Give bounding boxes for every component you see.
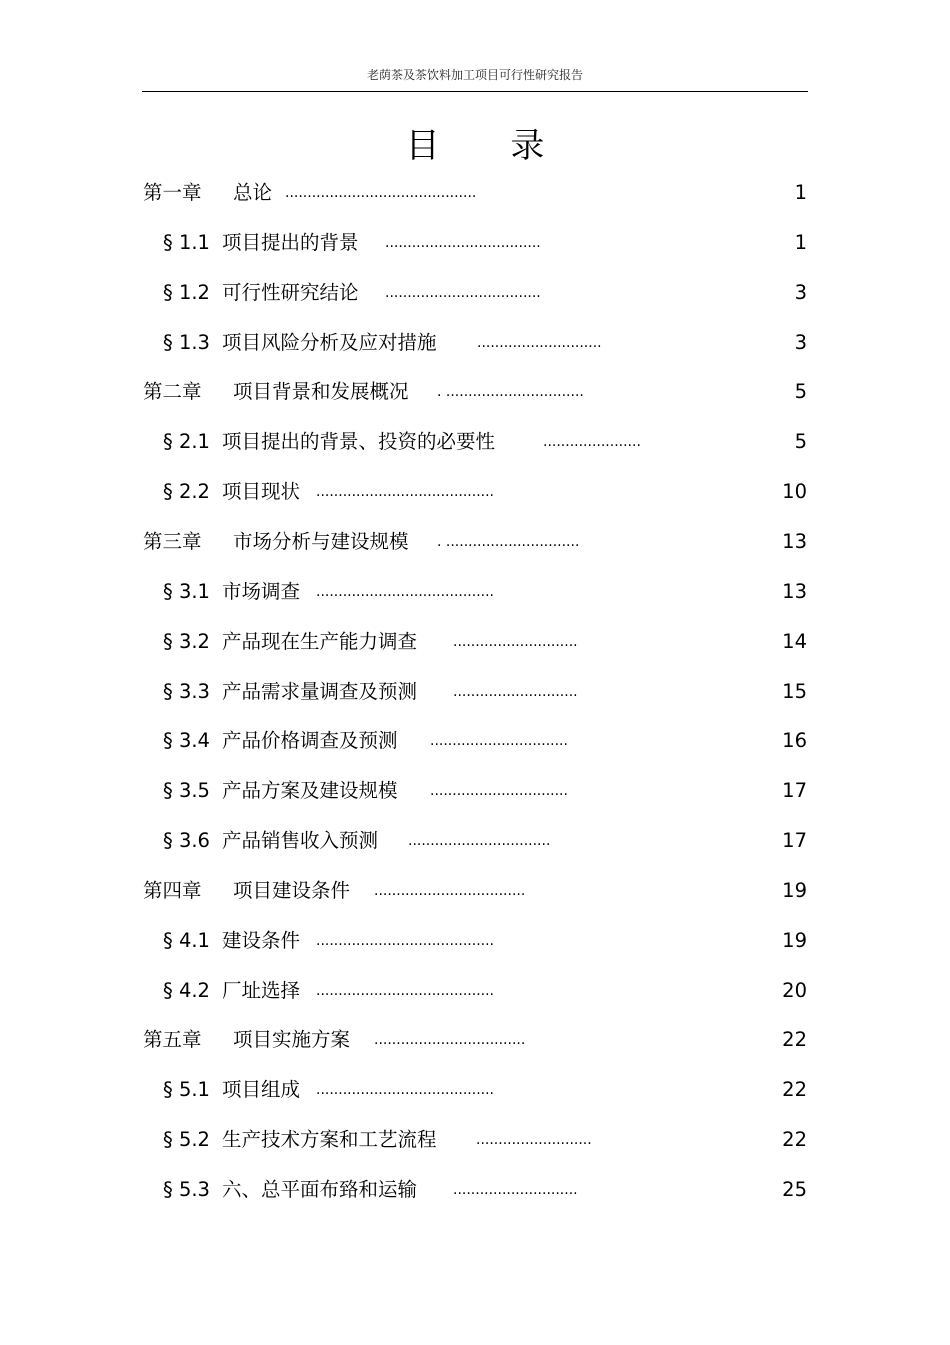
toc-section-row[interactable] — [0, 677, 950, 707]
toc-title: 市场调查 — [222, 579, 301, 603]
page-title: 目 录 — [405, 126, 575, 166]
toc-page-number: 13 — [782, 529, 807, 553]
toc-page-number: 25 — [782, 1178, 807, 1201]
toc-leader: .................................. — [374, 1032, 526, 1049]
toc-title: 项目背景和发展概况 — [233, 380, 409, 404]
toc-leader: ............................... — [430, 733, 568, 750]
toc-number: § 1.2 — [163, 280, 210, 304]
toc-page-number: 22 — [782, 1078, 807, 1102]
toc-page-number: 17 — [782, 829, 807, 853]
toc-title: 厂址选择 — [222, 978, 301, 1002]
toc-title: 项目实施方案 — [233, 1028, 351, 1052]
toc-section-row[interactable] — [0, 1175, 950, 1205]
toc-section-row[interactable] — [0, 1075, 950, 1105]
toc-number: § 3.3 — [163, 679, 210, 703]
toc-section-row[interactable] — [0, 726, 950, 756]
toc-page-number: 16 — [782, 729, 807, 753]
toc-page-number: 1 — [794, 181, 807, 204]
toc-number: § 2.2 — [163, 480, 210, 504]
toc-page-number: 20 — [782, 978, 807, 1002]
toc-number: § 3.2 — [163, 629, 210, 653]
toc-number: 第四章 — [143, 878, 202, 902]
toc-page-number: 5 — [794, 430, 807, 454]
toc-number: 第二章 — [143, 380, 202, 404]
toc-number: § 4.2 — [163, 978, 210, 1002]
toc-title: 产品销售收入预测 — [222, 829, 379, 853]
toc-page-number: 19 — [782, 928, 807, 952]
toc-title: 项目现状 — [222, 480, 301, 504]
toc-leader: . ............................... — [437, 384, 584, 401]
toc-number: 第三章 — [143, 529, 202, 553]
toc-title: 产品价格调查及预测 — [222, 729, 398, 753]
toc-title: 产品现在生产能力调查 — [222, 629, 418, 653]
toc-chapter-row[interactable] — [0, 178, 950, 208]
toc-page-number: 3 — [794, 330, 807, 354]
toc-title: 六、总平面布臵和运输 — [222, 1178, 418, 1201]
toc-leader: ........................................ — [316, 932, 495, 949]
toc-section-row[interactable] — [0, 976, 950, 1006]
toc-page-number: 13 — [782, 579, 807, 603]
toc-title: 项目组成 — [222, 1078, 301, 1102]
toc-leader: ........................................ — [316, 1082, 495, 1099]
toc-page-number: 17 — [782, 779, 807, 803]
toc-leader: ........................................... — [285, 185, 477, 201]
running-header: 老荫茶及茶饮料加工项目可行性研究报告 — [366, 68, 583, 82]
toc-section-row[interactable] — [0, 926, 950, 956]
toc-number: § 5.1 — [163, 1078, 210, 1102]
toc-section-row[interactable] — [0, 627, 950, 657]
toc-title: 总论 — [233, 181, 273, 204]
toc-title: 市场分析与建设规模 — [233, 529, 409, 553]
toc-page-number: 19 — [782, 878, 807, 902]
toc-leader: ................................ — [408, 833, 551, 850]
toc-leader: .......................... — [476, 1132, 592, 1149]
toc-title: 生产技术方案和工艺流程 — [222, 1128, 437, 1152]
toc-leader: ...................... — [543, 434, 641, 451]
toc-section-row[interactable] — [0, 228, 950, 258]
toc-number: 第一章 — [143, 181, 202, 204]
toc-leader: ........................................ — [316, 982, 495, 999]
toc-page-number: 1 — [794, 230, 807, 254]
toc-number: § 2.1 — [163, 430, 210, 454]
toc-leader: ............................... — [430, 783, 568, 800]
toc-section-row[interactable] — [0, 1125, 950, 1155]
toc-page-number: 15 — [782, 679, 807, 703]
toc-page-number: 22 — [782, 1128, 807, 1152]
toc-leader: ............................ — [477, 334, 602, 351]
toc-leader: ........................................ — [316, 583, 495, 600]
toc-section-row[interactable] — [0, 826, 950, 856]
toc-number: § 3.1 — [163, 579, 210, 603]
toc-number: § 3.5 — [163, 779, 210, 803]
toc-leader: ................................... — [385, 284, 541, 301]
toc-title: 产品需求量调查及预测 — [222, 679, 418, 703]
toc-leader: ............................ — [453, 683, 578, 700]
toc-chapter-row[interactable] — [0, 377, 950, 407]
toc-number: 第五章 — [143, 1028, 202, 1052]
toc-number: § 3.6 — [163, 829, 210, 853]
toc-title: 项目提出的背景、投资的必要性 — [222, 430, 496, 454]
toc-number: § 5.2 — [163, 1128, 210, 1152]
toc-section-row[interactable] — [0, 577, 950, 607]
toc-chapter-row[interactable] — [0, 876, 950, 906]
toc-section-row[interactable] — [0, 427, 950, 457]
toc-number: § 5.3 — [163, 1178, 210, 1201]
toc-page-number: 22 — [782, 1028, 807, 1052]
toc-page-number: 10 — [782, 480, 807, 504]
toc-number: § 1.1 — [163, 230, 210, 254]
toc-title: 项目提出的背景 — [222, 230, 359, 254]
toc-page-number: 14 — [782, 629, 807, 653]
toc-leader: ............................ — [453, 633, 578, 650]
toc-section-row[interactable] — [0, 477, 950, 507]
toc-page-number: 5 — [794, 380, 807, 404]
toc-number: § 4.1 — [163, 928, 210, 952]
toc-chapter-row[interactable] — [0, 527, 950, 557]
toc-number: § 1.3 — [163, 330, 210, 354]
toc-leader: . .............................. — [437, 533, 580, 550]
toc-number: § 3.4 — [163, 729, 210, 753]
header-rule — [142, 91, 808, 92]
toc-section-row[interactable] — [0, 776, 950, 806]
toc-chapter-row[interactable] — [0, 1025, 950, 1055]
toc-leader: ................................... — [385, 234, 541, 251]
toc-title: 产品方案及建设规模 — [222, 779, 398, 803]
toc-leader: .................................. — [374, 882, 526, 899]
toc-title: 项目风险分析及应对措施 — [222, 330, 437, 354]
toc-title: 建设条件 — [222, 928, 301, 952]
toc-section-row[interactable] — [0, 278, 950, 308]
toc-title: 项目建设条件 — [233, 878, 351, 902]
toc-leader: ............................ — [453, 1182, 578, 1198]
toc-page-number: 3 — [794, 280, 807, 304]
toc-leader: ........................................ — [316, 484, 495, 501]
toc-section-row[interactable] — [0, 328, 950, 358]
toc-title: 可行性研究结论 — [222, 280, 359, 304]
